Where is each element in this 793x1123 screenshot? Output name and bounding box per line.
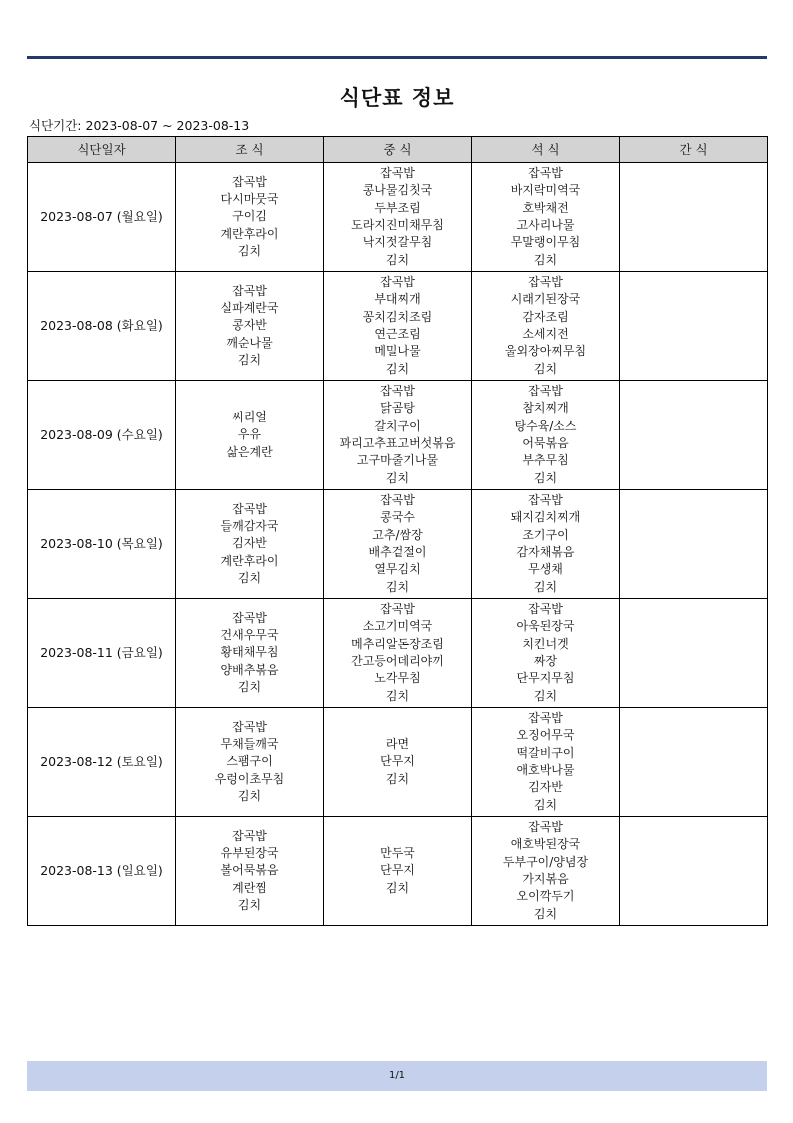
menu-item: 잡곡밥	[380, 602, 415, 617]
menu-item: 김치	[533, 688, 558, 703]
dinner-cell	[472, 817, 620, 926]
meal-period: 식단기간: 2023-08-07 ~ 2023-08-13	[29, 118, 250, 133]
dinner-cell	[472, 490, 620, 599]
menu-item: 잡곡밥	[380, 493, 415, 508]
menu-item: 고사리나물	[516, 218, 575, 232]
menu-item: 갈치구이	[374, 418, 421, 433]
breakfast-cell	[176, 599, 324, 708]
menu-item: 단무지	[380, 754, 415, 769]
menu-item: 깨순나물	[226, 335, 273, 350]
menu-item: 애호박된장국	[510, 837, 581, 852]
column-header-date: 식단일자	[28, 137, 176, 163]
menu-item: 씨리얼	[232, 410, 267, 425]
menu-item: 애호박나물	[516, 763, 575, 777]
page-title: 식단표 정보	[339, 86, 455, 110]
menu-item: 김치	[237, 788, 262, 803]
breakfast-cell	[176, 163, 324, 272]
date-cell: 2023-08-11 (금요일)	[28, 599, 176, 708]
menu-item: 잡곡밥	[232, 501, 267, 516]
menu-item: 감자조림	[522, 309, 569, 324]
table-body	[28, 163, 768, 926]
table-header-row	[28, 137, 768, 163]
menu-item: 조기구이	[522, 527, 569, 542]
date-cell: 2023-08-08 (화요일)	[28, 272, 176, 381]
meal-table	[27, 136, 768, 926]
menu-item: 메밀나물	[374, 344, 421, 359]
menu-item: 만두국	[380, 846, 415, 861]
menu-item: 잡곡밥	[232, 174, 267, 189]
menu-item: 간고등어데리야끼	[351, 654, 444, 668]
menu-item: 유부된장국	[220, 846, 279, 861]
menu-item: 오징어무국	[516, 728, 575, 743]
snack-cell	[620, 490, 768, 599]
date-cell: 2023-08-12 (토요일)	[28, 708, 176, 817]
table-row	[28, 708, 768, 817]
menu-item: 배추겉절이	[368, 545, 427, 559]
table-row	[28, 381, 768, 490]
menu-item: 우렁이초무침	[214, 771, 285, 786]
menu-item: 잡곡밥	[232, 719, 267, 734]
lunch-cell	[324, 272, 472, 381]
date-cell: 2023-08-10 (목요일)	[28, 490, 176, 599]
menu-item: 열무김치	[374, 562, 421, 577]
menu-item: 콩자반	[232, 318, 267, 333]
menu-item: 아욱된장국	[516, 619, 575, 634]
dinner-cell	[472, 599, 620, 708]
menu-item: 김치	[237, 243, 262, 258]
menu-item: 소세지전	[522, 327, 569, 341]
menu-item: 김자반	[528, 780, 563, 795]
menu-item: 김치	[533, 797, 558, 812]
breakfast-cell	[176, 708, 324, 817]
menu-item: 시래기된장국	[510, 292, 581, 307]
menu-item: 양배추볶음	[220, 662, 279, 677]
dinner-cell	[472, 708, 620, 817]
menu-item: 단무지무침	[516, 671, 575, 686]
menu-item: 다시마뭇국	[220, 192, 279, 207]
lunch-cell	[324, 381, 472, 490]
menu-item: 황태채무침	[220, 645, 279, 660]
column-header-dinner: 석 식	[472, 137, 620, 163]
menu-item: 어묵볶음	[522, 436, 569, 450]
menu-item: 떡갈비구이	[516, 745, 575, 760]
menu-item: 부대찌개	[374, 292, 421, 307]
menu-item: 도라지진미채무침	[351, 218, 444, 232]
menu-item: 낙지젓갈무침	[362, 235, 433, 250]
menu-item: 잡곡밥	[528, 275, 563, 290]
menu-item: 김치	[533, 361, 558, 376]
menu-item: 계란후라이	[220, 226, 279, 241]
menu-item: 잡곡밥	[528, 384, 563, 399]
menu-item: 참치찌개	[522, 401, 569, 416]
snack-cell	[620, 163, 768, 272]
menu-item: 실파계란국	[220, 301, 279, 316]
menu-item: 무생채	[528, 562, 563, 577]
menu-item: 울외장아찌무침	[504, 344, 587, 359]
menu-item: 닭곰탕	[380, 401, 415, 416]
menu-item: 호박채전	[522, 200, 569, 215]
date-cell: 2023-08-07 (월요일)	[28, 163, 176, 272]
menu-item: 김치	[533, 470, 558, 485]
menu-item: 김치	[533, 252, 558, 267]
menu-item: 잡곡밥	[232, 283, 267, 298]
menu-item: 김치	[237, 679, 262, 694]
table-row	[28, 599, 768, 708]
menu-item: 잡곡밥	[380, 166, 415, 181]
menu-item: 라면	[385, 737, 410, 752]
menu-item: 잡곡밥	[528, 711, 563, 726]
lunch-cell	[324, 817, 472, 926]
menu-item: 김치	[237, 570, 262, 585]
breakfast-cell	[176, 490, 324, 599]
menu-item: 김치	[533, 579, 558, 594]
breakfast-cell	[176, 817, 324, 926]
menu-item: 김치	[385, 771, 410, 786]
menu-item: 잡곡밥	[528, 493, 563, 508]
menu-item: 김치	[533, 906, 558, 921]
snack-cell	[620, 381, 768, 490]
menu-item: 탕수육/소스	[514, 418, 577, 433]
menu-item: 두부구이/양념장	[502, 854, 589, 869]
menu-item: 부추무침	[522, 453, 569, 468]
menu-item: 고구마줄기나물	[356, 453, 439, 468]
menu-item: 삶은계란	[226, 444, 273, 459]
menu-item: 치킨너겟	[522, 636, 569, 651]
menu-item: 김자반	[232, 536, 267, 551]
lunch-cell	[324, 163, 472, 272]
page-number: 1/1	[388, 1070, 406, 1081]
menu-item: 잡곡밥	[232, 828, 267, 843]
menu-item: 잡곡밥	[380, 384, 415, 399]
breakfast-cell	[176, 272, 324, 381]
lunch-cell	[324, 490, 472, 599]
table-row	[28, 163, 768, 272]
menu-item: 콩나물김칫국	[362, 183, 433, 198]
menu-item: 스팸구이	[226, 754, 273, 769]
menu-item: 볼어묵볶음	[220, 863, 279, 878]
menu-item: 고추/쌈장	[372, 527, 423, 542]
dinner-cell	[472, 381, 620, 490]
menu-item: 잡곡밥	[528, 166, 563, 181]
menu-item: 김치	[237, 352, 262, 367]
menu-item: 연근조림	[374, 327, 421, 341]
menu-item: 바지락미역국	[510, 183, 581, 198]
menu-item: 오이깍두기	[516, 889, 575, 904]
menu-item: 돼지김치찌개	[510, 510, 581, 525]
breakfast-cell	[176, 381, 324, 490]
menu-item: 노각무침	[374, 671, 421, 686]
date-cell: 2023-08-09 (수요일)	[28, 381, 176, 490]
column-header-snack: 간 식	[620, 137, 768, 163]
table-row	[28, 490, 768, 599]
column-header-breakfast: 조 식	[176, 137, 324, 163]
lunch-cell	[324, 708, 472, 817]
menu-item: 김치	[237, 897, 262, 912]
menu-item: 꽁치김치조림	[362, 309, 433, 324]
menu-item: 꽈리고추표고버섯볶음	[339, 436, 456, 450]
menu-item: 계란찜	[232, 880, 267, 895]
menu-item: 우유	[237, 427, 262, 442]
menu-item: 두부조림	[374, 200, 421, 215]
menu-item: 소고기미역국	[362, 619, 433, 634]
table-row	[28, 817, 768, 926]
menu-item: 잡곡밥	[528, 820, 563, 835]
menu-item: 무채들깨국	[220, 737, 279, 752]
menu-item: 무말랭이무침	[510, 235, 581, 250]
menu-item: 계란후라이	[220, 553, 279, 568]
lunch-cell	[324, 599, 472, 708]
page-footer	[27, 1061, 767, 1091]
snack-cell	[620, 272, 768, 381]
menu-item: 김치	[385, 252, 410, 267]
dinner-cell	[472, 272, 620, 381]
menu-item: 김치	[385, 880, 410, 895]
snack-cell	[620, 599, 768, 708]
menu-item: 김치	[385, 579, 410, 594]
menu-item: 김치	[385, 470, 410, 485]
menu-item: 들깨감자국	[220, 519, 279, 534]
menu-item: 단무지	[380, 863, 415, 878]
menu-item: 가지볶음	[522, 872, 569, 886]
table-row	[28, 272, 768, 381]
menu-item: 짜장	[533, 654, 558, 668]
menu-item: 감자채볶음	[516, 545, 575, 559]
dinner-cell	[472, 163, 620, 272]
menu-item: 구이김	[232, 209, 267, 224]
snack-cell	[620, 817, 768, 926]
menu-item: 김치	[385, 688, 410, 703]
menu-item: 메추리알돈장조림	[351, 636, 444, 651]
menu-item: 잡곡밥	[380, 275, 415, 290]
column-header-lunch: 중 식	[324, 137, 472, 163]
snack-cell	[620, 708, 768, 817]
top-divider	[27, 56, 767, 59]
menu-item: 잡곡밥	[232, 610, 267, 625]
menu-item: 김치	[385, 361, 410, 376]
menu-item: 잡곡밥	[528, 602, 563, 617]
menu-item: 건새우무국	[220, 628, 279, 643]
menu-item: 콩국수	[380, 510, 415, 525]
date-cell: 2023-08-13 (일요일)	[28, 817, 176, 926]
